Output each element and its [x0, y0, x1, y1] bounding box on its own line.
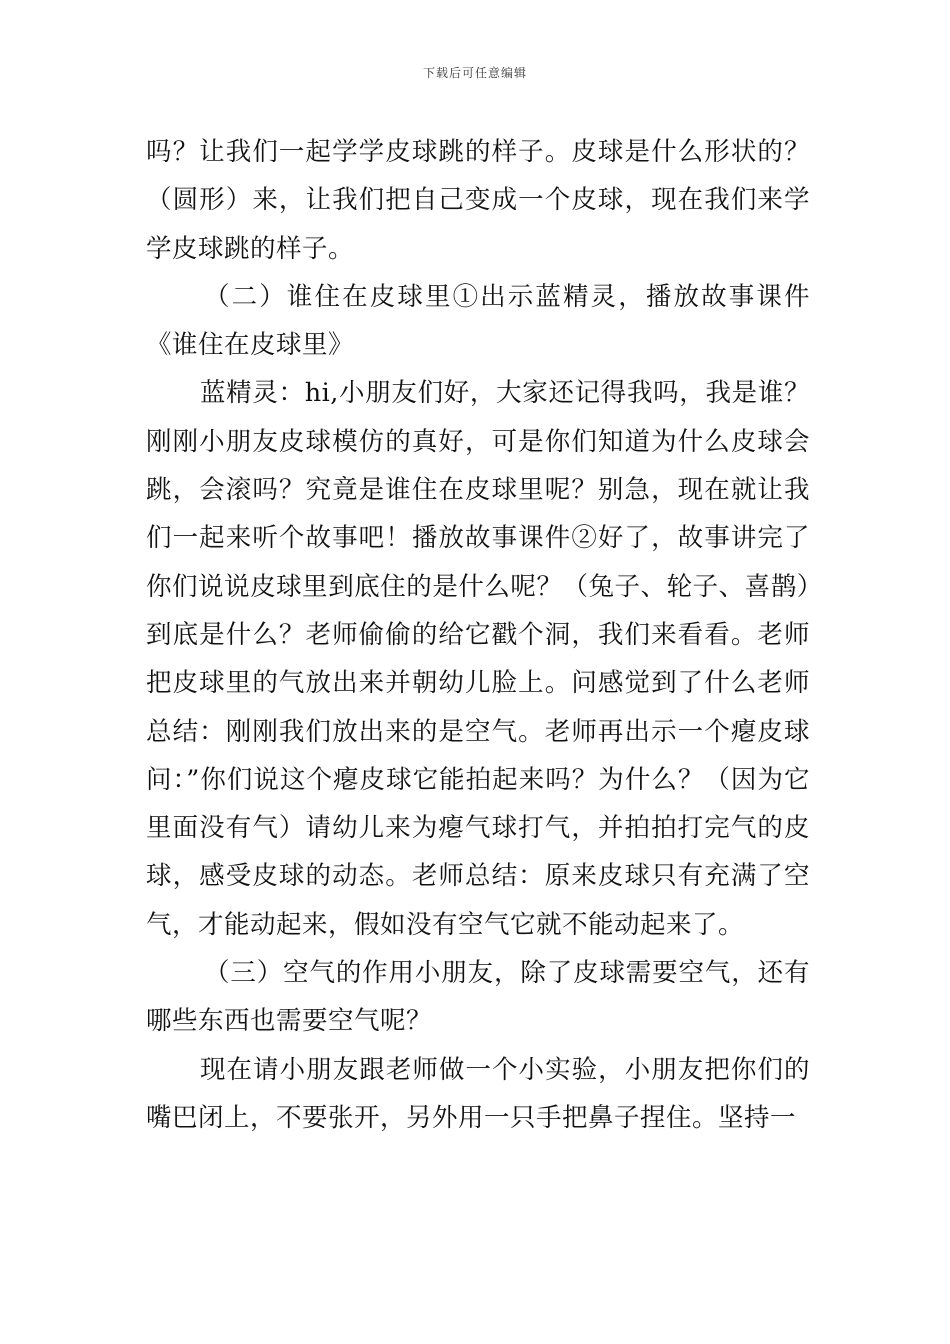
- paragraph-blue-elf-story: 蓝精灵：hi,小朋友们好，大家还记得我吗，我是谁？刚刚小朋友皮球模仿的真好，可是你们知道为什么皮球会跳，会滚吗？究竟是谁住在皮球里呢？别急，现在就让我们一起来听个故事吧！播放故事课件②好了，故事讲完了你们说说皮球里到底住的是什么呢？（兔子、轮子、喜鹊）到底是什么？老师偷偷的给它戳个洞，我们来看看。老师把皮球里的气放出来并朝幼儿脸上。问感觉到了什么老师总结：刚刚我们放出来的是空气。老师再出示一个瘪皮球问：”你们说这个瘪皮球它能拍起来吗？为什么？（因为它里面没有气）请幼儿来为瘪气球打气，并拍拍打完气的皮球，感受皮球的动态。老师总结：原来皮球只有充满了空气，才能动起来，假如没有空气它就不能动起来了。: [146, 378, 810, 940]
- paragraph-continuation: 吗？让我们一起学学皮球跳的样子。皮球是什么形状的？（圆形）来，让我们把自己变成一个皮球，现在我们来学学皮球跳的样子。: [146, 137, 810, 264]
- paragraph-section-two-heading: （二）谁住在皮球里①出示蓝精灵，播放故事课件《谁住在皮球里》: [146, 281, 810, 361]
- paragraph-experiment: 现在请小朋友跟老师做一个小实验，小朋友把你们的嘴巴闭上，不要张开，另外用一只手把鼻子捏住。坚持一: [146, 1054, 810, 1133]
- document-body: [146, 128, 810, 1142]
- paragraph-section-three-heading: （三）空气的作用小朋友，除了皮球需要空气，还有哪些东西也需要空气呢？: [146, 958, 810, 1037]
- page-header: 下载后可任意编辑: [422, 66, 527, 80]
